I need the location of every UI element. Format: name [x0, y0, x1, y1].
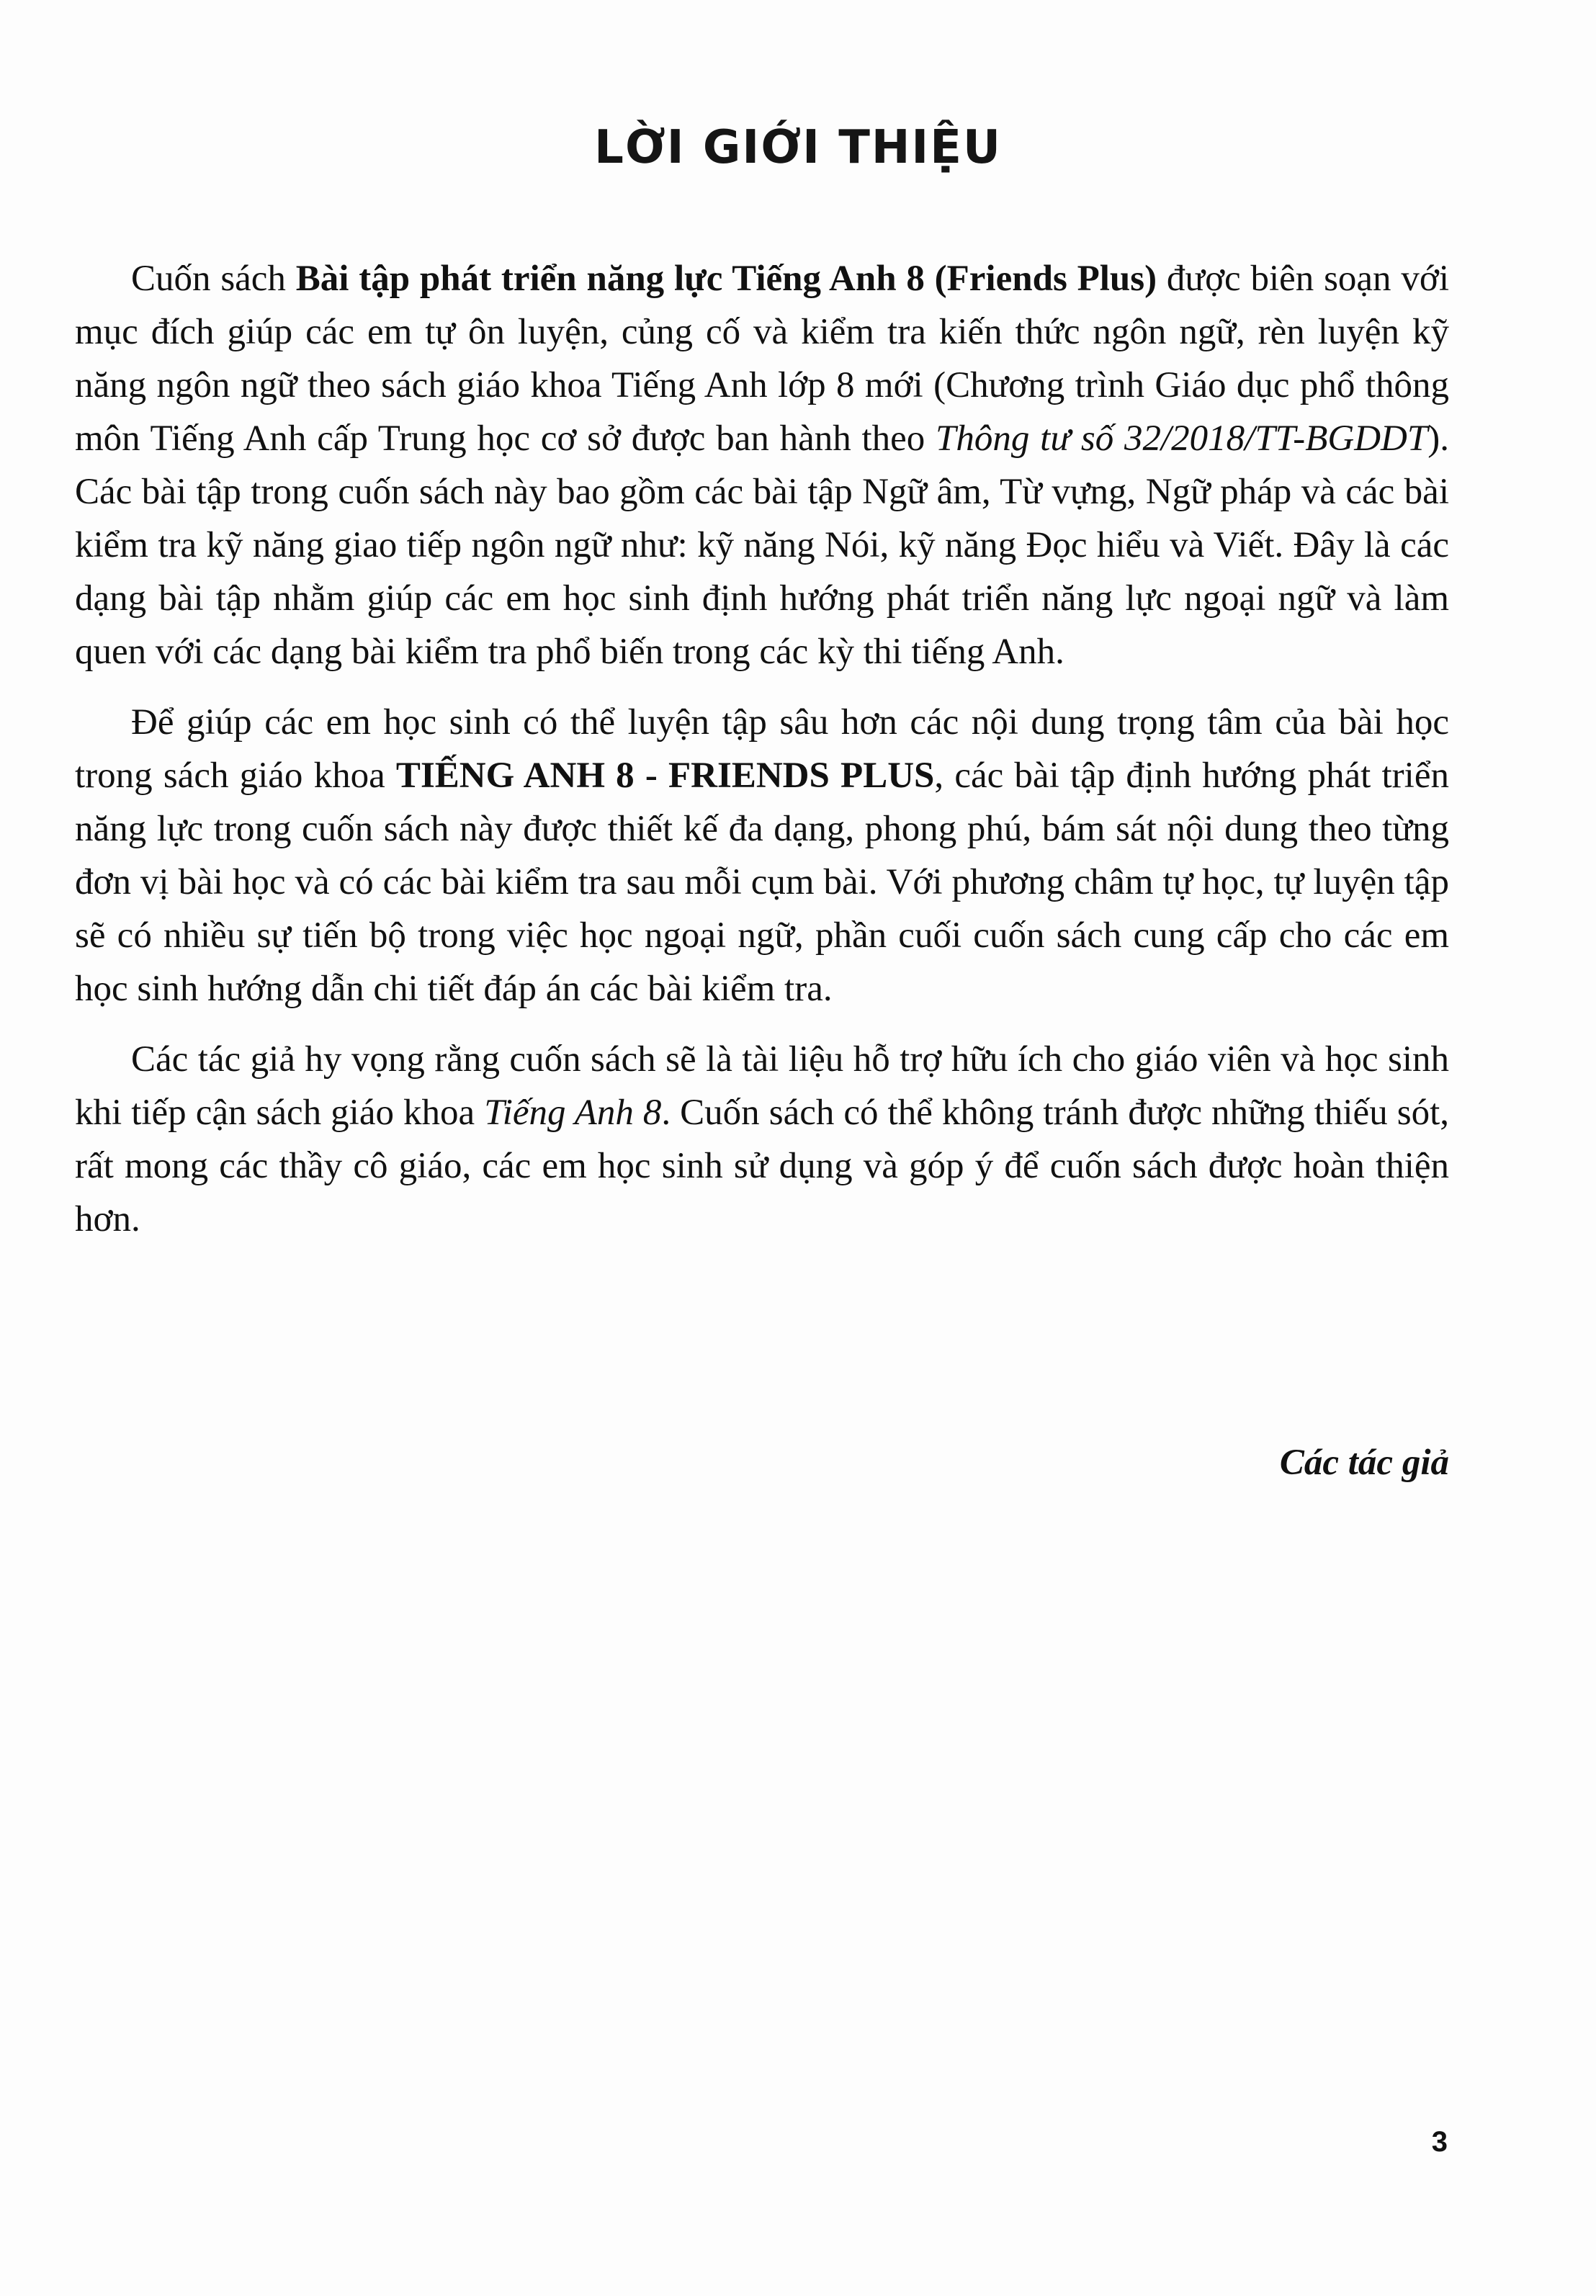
- body-text: [75, 252, 1449, 1263]
- paragraph-2-text-b: , các bài tập định hướng phát triển năng lực trong cuốn sách này được thiết kế đa dạng, phong phú, bám sát nội dung theo từng đơn vị bài học và có các bài kiểm tra sau mỗi cụm bài. Với phương châm tự học, tự luyện tập sẽ có nhiều sự tiến bộ trong việc học ngoại ngữ, phần cuối cuốn sách cung cấp cho các em học sinh hướng dẫn chi tiết đáp án các bài kiểm tra.: [75, 755, 1449, 1009]
- paragraph-2-text-a: Để giúp các em học sinh có thể luyện tập sâu hơn các nội dung trọng tâm của bài học trong sách giáo khoa: [75, 702, 1449, 796]
- book-title-bold: Bài tập phát triển năng lực Tiếng Anh 8 (Friends Plus): [295, 259, 1157, 299]
- paragraph-2: [75, 696, 1449, 1015]
- author-signature: Các tác giả: [1279, 1443, 1449, 1483]
- paragraph-1-text-a: Cuốn sách: [131, 259, 296, 299]
- paragraph-3-text-b: . Cuốn sách có thể không tránh được những thiếu sót, rất mong các thầy cô giáo, các em học sinh sử dụng và góp ý để cuốn sách được hoàn thiện hơn.: [75, 1093, 1449, 1239]
- paragraph-1-text-c: ). Các bài tập trong cuốn sách này bao gồm các bài tập Ngữ âm, Từ vựng, Ngữ pháp và các bài kiểm tra kỹ năng giao tiếp ngôn ngữ như: kỹ năng Nói, kỹ năng Đọc hiểu và Viết. Đây là các dạng bài tập nhằm giúp các em học sinh định hướng phát triển năng lực ngoại ngữ và làm quen với các dạng bài kiểm tra phổ biến trong các kỳ thi tiếng Anh.: [75, 418, 1449, 672]
- paragraph-3: [75, 1033, 1449, 1246]
- page-number: 3: [1431, 2126, 1448, 2158]
- textbook-title-italic: Tiếng Anh 8: [484, 1093, 662, 1133]
- paragraph-1: [75, 252, 1449, 678]
- circular-reference-italic: Thông tư số 32/2018/TT-BGDDT: [936, 418, 1428, 459]
- textbook-name-bold: TIẾNG ANH 8 - FRIENDS PLUS: [395, 755, 935, 796]
- paragraph-1-text-b: được biên soạn với mục đích giúp các em tự ôn luyện, củng cố và kiểm tra kiến thức ngôn ngữ, rèn luyện kỹ năng ngôn ngữ theo sách giáo khoa Tiếng Anh lớp 8 mới (Chương trình Giáo dục phổ thông môn Tiếng Anh cấp Trung học cơ sở được ban hành theo: [75, 259, 1449, 459]
- paragraph-3-text-a: Các tác giả hy vọng rằng cuốn sách sẽ là tài liệu hỗ trợ hữu ích cho giáo viên và học sinh khi tiếp cận sách giáo khoa: [75, 1039, 1449, 1133]
- page-title: LỜI GIỚI THIỆU: [594, 121, 1002, 174]
